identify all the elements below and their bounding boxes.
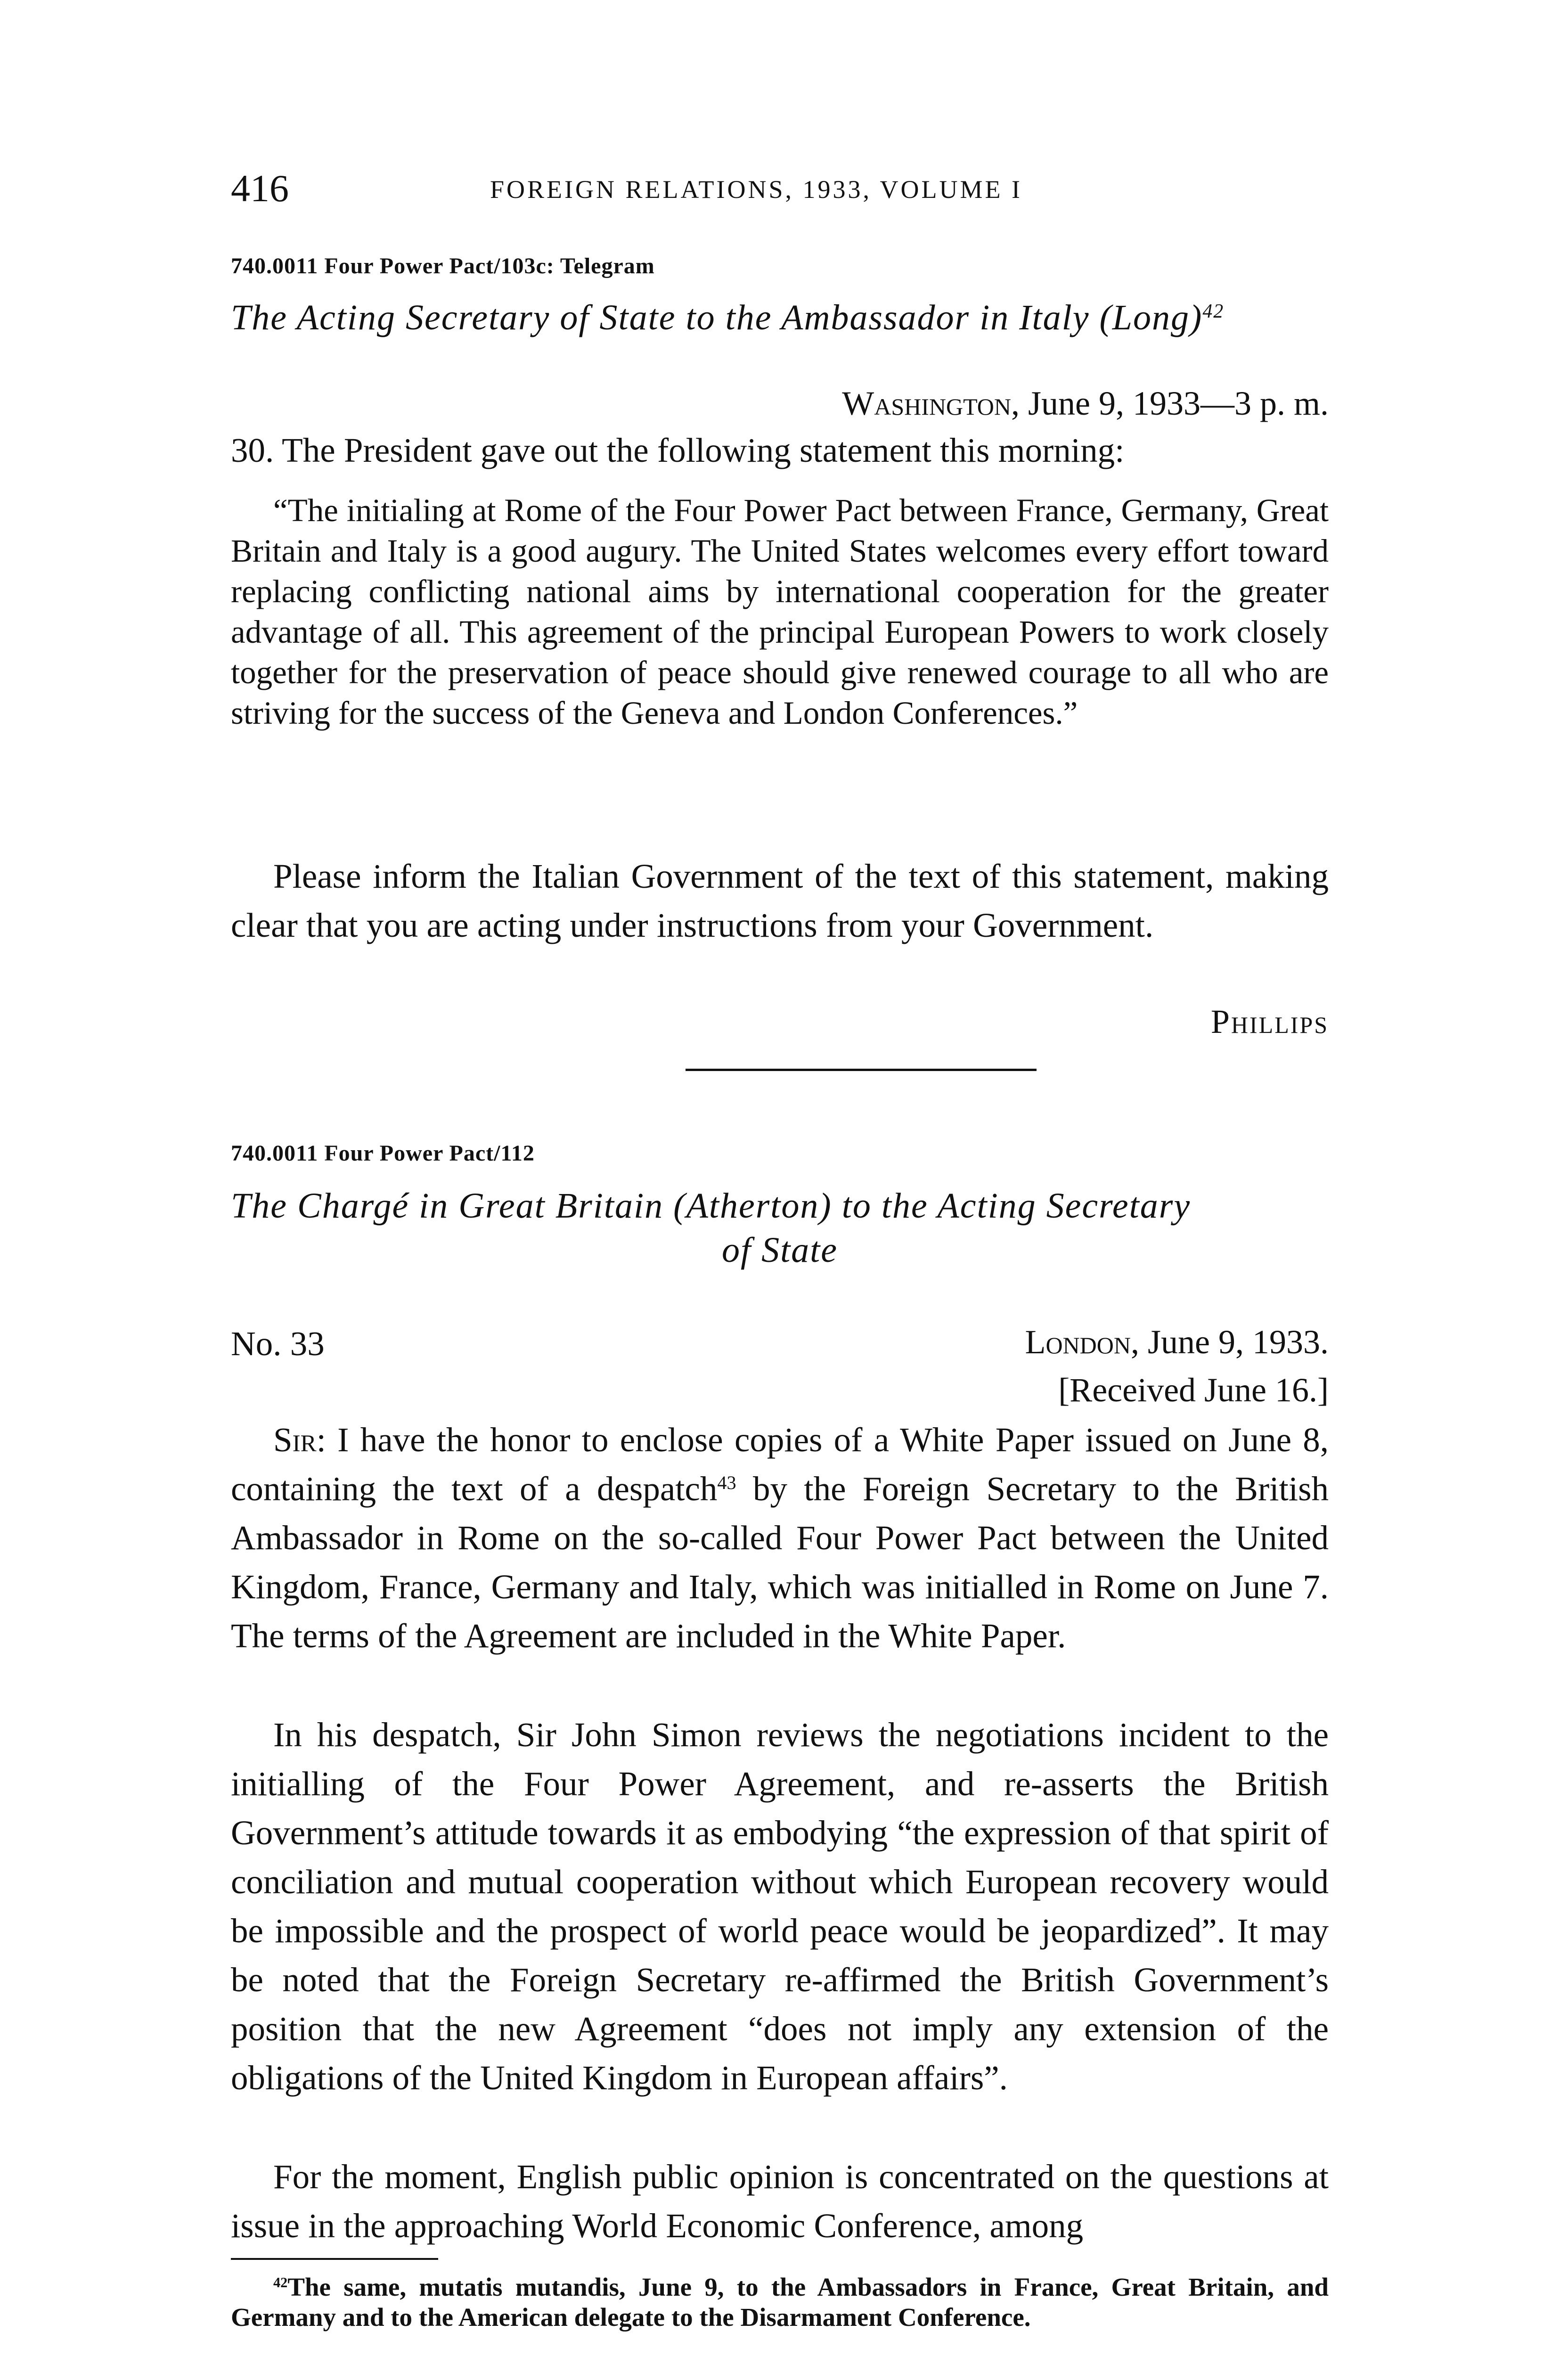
- doc2-paragraph-1-text-b: by the Foreign Secretary to the British Ambassador in Rome on the so-called Four Power Pact between the United Kingdom, France, Germany and Italy, which was initialled in Rome on June 7. The terms of the Agreement are included in the White Paper.: [231, 1470, 1329, 1655]
- doc1-paragraph-1: 30. The President gave out the following statement this morning:: [231, 431, 1125, 469]
- doc2-paragraph-3: For the moment, English public opinion is concentrated on the questions at issue in the approaching World Economic Conference, among: [231, 2158, 1329, 2245]
- running-head: FOREIGN RELATIONS, 1933, VOLUME I: [490, 175, 1022, 204]
- section-divider: [686, 1069, 1037, 1071]
- doc2-number: No. 33: [231, 1325, 325, 1363]
- footnote-42: [231, 2272, 1329, 2332]
- footnote-ref-43: 43: [717, 1472, 736, 1493]
- doc2-paragraph-1-text-a: : I have the honor to enclose copies of a White Paper issued on June 8, containing the text of a despatch: [231, 1421, 1329, 1508]
- doc1-title: [231, 294, 1362, 341]
- doc1-paragraph-2: Please inform the Italian Government of the text of this statement, making clear that you are acting under instructions from your Government.: [231, 857, 1329, 944]
- doc2-reference: 740.0011 Four Power Pact/112: [231, 1141, 535, 1166]
- doc1-dateline-place: Washington: [842, 384, 1012, 422]
- page-number: 416: [231, 167, 289, 210]
- doc1-signature: Phillips: [1210, 1003, 1329, 1040]
- page-header: [231, 165, 1329, 221]
- doc2-paragraph-1: [231, 1415, 1329, 1661]
- footnote-42-mark: 42: [273, 2274, 288, 2291]
- footnote-ref-42: 42: [1202, 300, 1225, 322]
- doc1-title-text: The Acting Secretary of State to the Ambassador in Italy (Long): [231, 298, 1203, 337]
- footnote-divider: [231, 2258, 438, 2260]
- doc1-dateline: [231, 381, 1329, 426]
- doc2-dateline-rest: , June 9, 1933.: [1131, 1323, 1329, 1361]
- doc1-dateline-rest: , June 9, 1933—3 p. m.: [1011, 384, 1329, 422]
- doc2-salutation: Sir: [273, 1421, 317, 1459]
- doc2-title-line-1: The Chargé in Great Britain (Atherton) to the Acting Secretary: [231, 1186, 1191, 1226]
- doc2-dateline: [660, 1319, 1329, 1365]
- doc2-received: [Received June 16.]: [1058, 1371, 1329, 1409]
- footnote-42-text: The same, mutatis mutandis, June 9, to the Ambassadors in France, Great Britain, and Germany and to the American delegate to the Disarmament Conference.: [231, 2273, 1329, 2331]
- doc2-title-line-2: of State: [721, 1230, 838, 1270]
- doc1-president-statement: “The initialing at Rome of the Four Power Pact between France, Germany, Great Britain and Italy is a good augury. The United States welcomes every effort toward replacing conflicting national aims by international cooperation for the greater advantage of all. This agreement of the principal European Powers to work closely together for the preservation of peace should give renewed courage to all who are striving for the success of the Geneva and London Conferences.”: [231, 492, 1329, 731]
- doc2-paragraph-2: In his despatch, Sir John Simon reviews the negotiations incident to the initialling of the Four Power Agreement, and re-asserts the British Government’s attitude towards it as embodying “the expression of that spirit of conciliation and mutual cooperation without which European recovery would be impossible and the prospect of world peace would be jeopardized”. It may be noted that the Foreign Secretary re-affirmed the British Government’s position that the new Agreement “does not imply any extension of the obligations of the United Kingdom in European affairs”.: [231, 1716, 1329, 2097]
- doc2-dateline-place: London: [1025, 1323, 1131, 1361]
- doc1-reference: 740.0011 Four Power Pact/103c: Telegram: [231, 254, 655, 278]
